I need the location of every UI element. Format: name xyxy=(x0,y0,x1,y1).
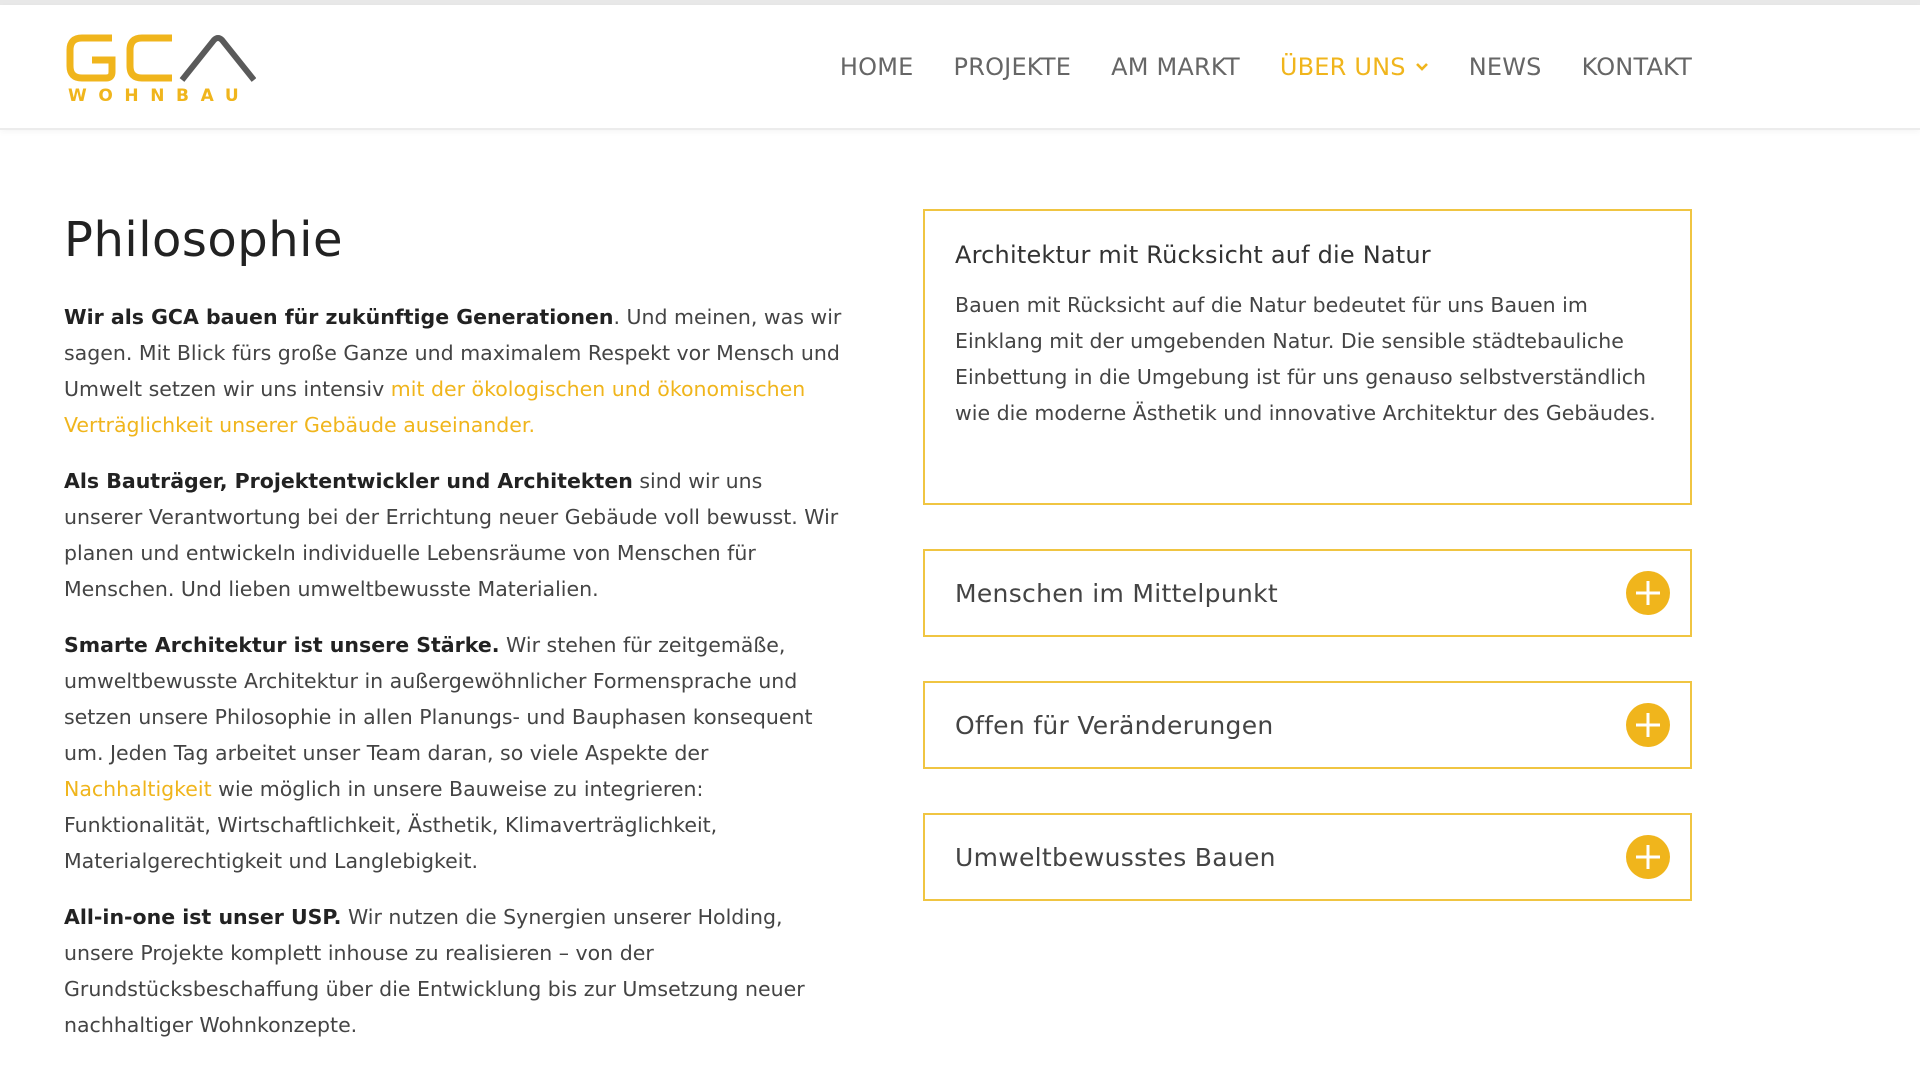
nav-ueber-uns[interactable] xyxy=(1280,53,1429,81)
logo[interactable] xyxy=(66,34,262,108)
nav-home-label: HOME xyxy=(839,53,914,81)
nav-ueber-uns-label: ÜBER UNS xyxy=(1279,53,1406,81)
p3-text-2: wie möglich in unsere Bauweise zu integrieren: Funktionalität, Wirtschaftlichkeit, Ästhetik, Klimaverträglichkeit, Materialgerechtigkeit und Langlebigkeit. xyxy=(64,777,718,873)
accordion-open-text: Bauen mit Rücksicht auf die Natur bedeutet für uns Bauen im Einklang mit der umgebenden Natur. Die sensible städtebauliche Einbettung in die Umgebung ist für uns genauso selbstverständlich wie die moderne Ästhetik und innovative Architektur des Gebäudes. xyxy=(955,293,1656,425)
nav-projekte-label: PROJEKTE xyxy=(953,53,1072,81)
p2-text: sind wir uns unserer Verantwortung bei der Errichtung neuer Gebäude voll bewusst. Wir planen und entwickeln individuelle Lebensräume von Menschen für Menschen. Und lieben umweltbewusste Materialien. xyxy=(64,469,839,601)
accordion-item-umwelt[interactable] xyxy=(923,813,1692,901)
plus-circle-icon[interactable] xyxy=(1626,835,1670,879)
p3-bold: Smarte Architektur ist unsere Stärke. xyxy=(64,633,500,657)
p4-bold: All-in-one ist unser USP. xyxy=(64,905,342,929)
accordion-item-menschen[interactable] xyxy=(923,549,1692,637)
nachhaltigkeit-link[interactable]: Nachhaltigkeit xyxy=(64,777,212,801)
nav-kontakt[interactable] xyxy=(1582,53,1692,81)
page-title: Philosophie xyxy=(64,212,344,268)
p3-text-1: Wir stehen für zeitgemäße, umweltbewusste Architektur in außergewöhnlicher Formensprache und setzen unsere Philosophie in allen Planungs- und Bauphasen konsequent um. Jeden Tag arbeitet unser Team daran, so viele Aspekte der xyxy=(64,633,813,765)
nav-news-label: NEWS xyxy=(1468,53,1542,81)
p1-highlight-link[interactable]: mit der ökologischen und ökonomischen Verträglichkeit unserer Gebäude auseinander. xyxy=(64,377,806,437)
accordion-label: Umweltbewusstes Bauen xyxy=(955,842,1276,872)
logo-subtitle: WOHNBAU xyxy=(68,86,251,106)
plus-circle-icon[interactable] xyxy=(1626,703,1670,747)
accordion-item-offen[interactable] xyxy=(923,681,1692,769)
paragraph-2 xyxy=(64,463,844,607)
p4-text: Wir nutzen die Synergien unserer Holding, unsere Projekte komplett inhouse zu realisieren – von der Grundstücksbeschaffung über die Entwicklung bis zur Umsetzung neuer nachhaltiger Wohnkonzepte. xyxy=(64,905,805,1037)
accordion-open-title: Architektur mit Rücksicht auf die Natur xyxy=(955,241,1431,269)
nav-am-markt[interactable] xyxy=(1111,53,1240,81)
paragraph-4 xyxy=(64,899,844,1043)
nav-news[interactable] xyxy=(1469,53,1542,81)
p2-bold: Als Bauträger, Projektentwickler und Architekten xyxy=(64,469,633,493)
p1-bold: Wir als GCA bauen für zukünftige Generationen xyxy=(64,305,614,329)
chevron-down-icon xyxy=(1415,62,1429,72)
nav-projekte[interactable] xyxy=(954,53,1072,81)
site-header xyxy=(0,5,1920,130)
logo-mark-icon xyxy=(66,34,256,82)
main-nav xyxy=(840,53,1692,81)
accordion-label: Menschen im Mittelpunkt xyxy=(955,578,1279,608)
paragraph-1 xyxy=(64,299,844,443)
nav-am-markt-label: AM MARKT xyxy=(1111,53,1240,81)
paragraph-3 xyxy=(64,627,844,879)
accordion-item-architektur[interactable] xyxy=(923,209,1692,505)
philosophy-section xyxy=(64,210,844,1063)
p1-text: . Und meinen, was wir sagen. Mit Blick fürs große Ganze und maximalem Respekt vor Mensch und Umwelt setzen wir uns intensiv xyxy=(64,305,842,401)
nav-home[interactable] xyxy=(840,53,914,81)
plus-circle-icon[interactable] xyxy=(1626,571,1670,615)
accordion-label: Offen für Veränderungen xyxy=(955,710,1274,740)
nav-kontakt-label: KONTAKT xyxy=(1581,53,1692,81)
